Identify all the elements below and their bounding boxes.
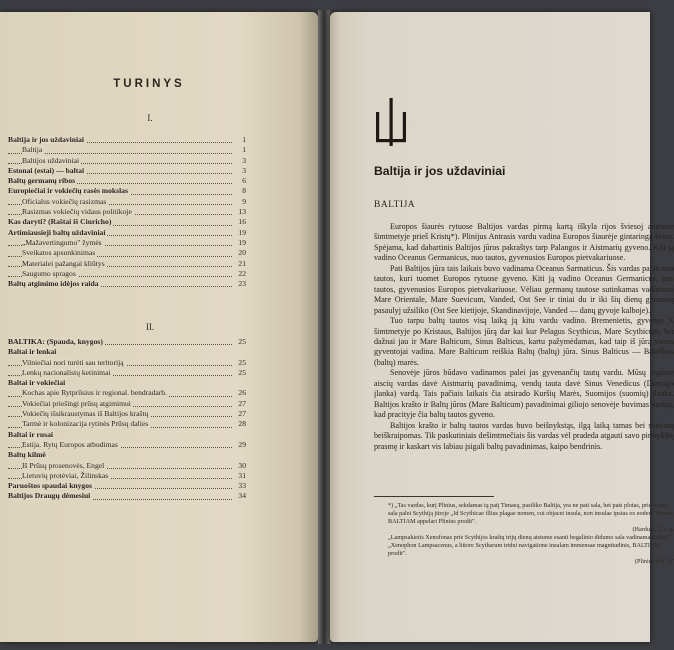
footnote-divider bbox=[374, 496, 494, 497]
toc-entry bbox=[8, 461, 246, 471]
book-gutter bbox=[318, 10, 330, 644]
toc-entry bbox=[8, 279, 246, 289]
paragraph: Baltijos krašto ir baltų tautos vardas buvo beišnykstąs, ilgą laiką tamas bei svetimų beiškraipomas. Tik paskutiniais dešimtmečiais šis vardas vėl pradeda atgauti savo pirmykštę prasmę ir kaskart vis labiau įsigali baltų pavadinimas, kaipo bendrinis. bbox=[374, 420, 674, 451]
toc-entry-page: 8 bbox=[242, 186, 246, 196]
toc-entry-label: Rasizmas vokiečių vidaus politikoje bbox=[22, 207, 132, 217]
toc-entry bbox=[8, 197, 246, 207]
toc-entry bbox=[8, 471, 246, 481]
toc-entry-label: Saugumo spragos bbox=[22, 268, 76, 278]
toc-part-two-numeral: II. bbox=[145, 322, 155, 332]
toc-entry-page: 29 bbox=[238, 439, 246, 449]
paragraph: Senovėje jūros būdavo vadinamos palei jas gyvenančių tautų vardu. Mūsų regione aiscių vardas davė Aistmarių pavadinimą, vendų tauta davė Sinus Venedicus (Dancigo įlanka) vardą. Tais pačiais laikais čia atsirado Kuršių Marės, Suomijos (suomių) įlanka. Baltijos krašto ir Baltų jūros (Mare Balticum) pavadinimai giliojo senovėje buvimas liudija, kad pracityje čia baltų tautos gyveno. bbox=[374, 368, 674, 420]
footnote-source: (Plinius Lib. IV bbox=[634, 558, 674, 565]
left-page-contents bbox=[0, 12, 318, 642]
toc-entry bbox=[8, 238, 246, 248]
toc-entry-label: Lietuvių protėviai, Žilinskas bbox=[22, 470, 109, 480]
toc-entry-label: Tarmė ir kolonizacija rytinės Prūsų dalies bbox=[22, 419, 149, 429]
toc-entry-page: 9 bbox=[242, 196, 246, 206]
toc-entry-page: 28 bbox=[238, 419, 246, 429]
toc-entry bbox=[8, 388, 246, 398]
toc-entry-label: Baltijos Draugų dėmesiui bbox=[8, 491, 91, 501]
toc-entry-page: 3 bbox=[242, 165, 246, 175]
toc-entry bbox=[8, 186, 246, 196]
toc-entry-page: 19 bbox=[238, 237, 246, 247]
toc-entry-page: 20 bbox=[238, 248, 246, 258]
toc-entry bbox=[8, 156, 246, 166]
toc-entry-label: Baltų kilmė bbox=[8, 450, 46, 460]
toc-entry-label: Iš Prūsų prosenovės, Engel bbox=[22, 460, 105, 470]
toc-entry bbox=[8, 176, 246, 186]
toc-entry-page: 34 bbox=[238, 491, 246, 501]
toc-entry-label: Baltija bbox=[22, 145, 43, 155]
toc-entry-page: 13 bbox=[238, 207, 246, 217]
toc-part-one-list bbox=[8, 135, 246, 289]
chapter-title: Baltija ir jos uždaviniai bbox=[374, 164, 506, 178]
footnote-text: „Lampsakietis Xenofonas prie Scythijos kraštų trijų dienų atstume esanti begalinio didumo sala vadinama Baltija". „Xenophon Lampsacenus, a littore Scytharum tridui navigatione insulam immensae magnitudinis, BALTIAM prodit". bbox=[388, 534, 673, 557]
toc-entry bbox=[8, 217, 246, 227]
toc-entry bbox=[8, 269, 246, 279]
toc-entry-page: 27 bbox=[238, 409, 246, 419]
right-page-chapter bbox=[330, 12, 674, 642]
toc-entry bbox=[8, 337, 246, 347]
toc-entry bbox=[8, 358, 246, 368]
toc-entry bbox=[8, 248, 246, 258]
toc-title: TURINYS bbox=[113, 78, 185, 90]
toc-entry-page: 25 bbox=[238, 337, 246, 346]
toc-entry-page: 30 bbox=[238, 460, 246, 470]
toc-entry bbox=[8, 450, 246, 460]
paragraph: Europos šiaurės rytuose Baltijos vardas pirmą kartą iškyla rijos šviesoj antrame šimtmetyje prieš Kristų*). Plinijus Antrasis vardu vadina Europos šiaurėje gintaringą žemę. Spėjama, kad dabartinis Baltijos jūros pakraštys tarp Palangos ir Aistmarių gyveno. Kiti ją vadino Oceanus Germanicus, nuo tautos, gyvenusios Europos pietvakariuose. bbox=[374, 222, 674, 263]
toc-entry bbox=[8, 145, 246, 155]
toc-entry bbox=[8, 207, 246, 217]
toc-entry-page: 27 bbox=[238, 398, 246, 408]
toc-entry bbox=[8, 228, 246, 238]
section-title: BALTIJA bbox=[374, 200, 416, 210]
toc-entry-label: Baltai ir vokiečiai bbox=[8, 378, 66, 388]
trident-emblem-icon bbox=[374, 98, 408, 146]
toc-entry bbox=[8, 135, 246, 145]
toc-entry-label: Estonai (estai) — baltai bbox=[8, 165, 85, 175]
footnote-source: (Harduin, T. I. p. bbox=[632, 526, 674, 533]
toc-entry-page: 31 bbox=[238, 470, 246, 480]
toc-entry bbox=[8, 399, 246, 409]
toc-part-two-list bbox=[8, 337, 246, 502]
toc-entry-label: Oficialus vokiečių rasizmas bbox=[22, 196, 107, 206]
toc-entry-page: 26 bbox=[238, 388, 246, 398]
toc-part-one-numeral: I. bbox=[147, 113, 153, 123]
toc-entry-page: 22 bbox=[238, 268, 246, 278]
toc-entry-page: 19 bbox=[238, 227, 246, 237]
toc-entry-page: 33 bbox=[238, 481, 246, 491]
paragraph: Tuo tarpu baltų tautos visą laiką ją kitu vardu vadino. Bremenietis, gyvenęs X šimtmetyje po Kristaus, Baltijos jūrą dar kai kur Pelagus Scythicus, Mare Scythicum, bet dažnai jau ir Mare Balticum, Sinus Balticus, kartu pažymėdamas, kad taip iš jūrą vietos gyventojai vadina. Mare Balticum reiškia Baltų (baltų) jūra. Sinus Balticus — Baltiškos (baltų) marės. bbox=[374, 316, 674, 367]
toc-entry bbox=[8, 419, 246, 429]
toc-entry-page: 1 bbox=[242, 135, 246, 144]
toc-entry-label: Sveikatos apsunkinimas bbox=[22, 248, 96, 258]
toc-entry-label: Lenkų nacionalistų ketinimai bbox=[22, 367, 111, 377]
toc-entry-page: 23 bbox=[238, 279, 246, 289]
toc-entry-page: 25 bbox=[238, 367, 246, 377]
toc-entry-label: Vokiečiai priešingi prūsų atgimimui bbox=[22, 398, 131, 408]
toc-entry-label: Kas daryti? (Raštai iš Ciuricho) bbox=[8, 217, 112, 227]
chapter-body bbox=[374, 222, 674, 452]
toc-entry-label: Europiečiai ir vokiečių rasės mokslas bbox=[8, 186, 128, 196]
footnotes bbox=[374, 502, 674, 566]
toc-entry-label: Baltija ir jos uždaviniai bbox=[8, 135, 85, 144]
toc-entry bbox=[8, 166, 246, 176]
toc-entry bbox=[8, 347, 246, 357]
toc-entry bbox=[8, 378, 246, 388]
toc-entry-label: Materialei pažangai kliūtys bbox=[22, 258, 105, 268]
toc-entry-label: Baltų atgimimo idėjos raida bbox=[8, 279, 99, 289]
toc-entry-page: 3 bbox=[242, 155, 246, 165]
toc-entry-label: Baltų germanų ribos bbox=[8, 176, 76, 186]
toc-entry-label: Vokiečių išsikraustymas iš Baltijos kraštų bbox=[22, 409, 149, 419]
toc-entry-label: Artimiausieji baltų uždaviniai bbox=[8, 227, 106, 237]
toc-entry-page: 1 bbox=[242, 145, 246, 155]
toc-entry bbox=[8, 430, 246, 440]
paragraph: Pati Baltijos jūra tais laikais buvo vadinama Oceanus Sarmaticus. Šis vardas pačio nuo tautos, kuri tuomet Europos rytuose gyveno. Kiti ją vadino Oceanus Germanicus, nuo tautos, gyvenusios Europos pietvakariuose. Vėliau germanų tautose sutinkamas vadinimai Mare Orientale, Mare Suevicum, Vanded, Ost See ir tiniai du ir iki šių dienų germanų pasaulyj užsiliko (Ost See kietijoje, Skandinavijoje, Vanded — danų gyvoje kalboje). bbox=[374, 263, 674, 315]
toc-entry-page: 6 bbox=[242, 176, 246, 186]
toc-entry-label: Estija. Rytų Europos atbudimas bbox=[22, 439, 118, 449]
toc-entry-label: BALTIKA: (Spauda, knygos) bbox=[8, 337, 103, 346]
toc-entry-page: 21 bbox=[238, 258, 246, 268]
toc-entry-label: Baltai ir rusai bbox=[8, 429, 54, 439]
toc-entry bbox=[8, 440, 246, 450]
toc-entry-label: Paruoštos spaudai knygos bbox=[8, 481, 92, 491]
toc-entry-label: „Mažavertingumo" žymės bbox=[22, 237, 102, 247]
toc-entry-label: Vilniečiai nori turėti sau teritoriją bbox=[22, 357, 124, 367]
toc-entry-page: 16 bbox=[238, 217, 246, 227]
toc-entry bbox=[8, 259, 246, 269]
toc-entry bbox=[8, 409, 246, 419]
toc-entry bbox=[8, 481, 246, 491]
toc-entry-label: Kochas apie Rytprūsius ir regional. bendradarb. bbox=[22, 388, 167, 398]
toc-entry-page: 25 bbox=[238, 357, 246, 367]
toc-entry-label: Baltai ir lenkai bbox=[8, 347, 57, 357]
toc-entry bbox=[8, 368, 246, 378]
toc-entry-label: Baltijos uždaviniai bbox=[22, 155, 80, 165]
toc-entry bbox=[8, 491, 246, 501]
footnote-text: *) „Tas vardas, kurį Plinius, sekdamas tą patį Timaeą, pasiliko Baltija, yra ne pati sala, bet pats plotas, prie kurio sala palei Scythiją jūroje „Id Scythicae illius plagae nomen, cui objacet insula, non insulae ipsius ex eodem Timaeo BALTIAM appelari Plinius prodit". bbox=[388, 502, 674, 525]
